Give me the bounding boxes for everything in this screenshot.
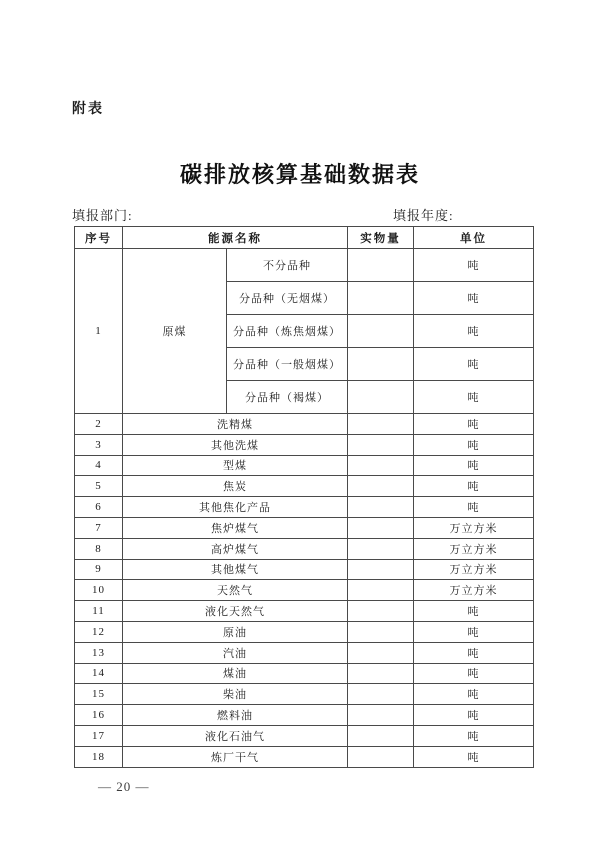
- quantity-cell: [348, 434, 414, 455]
- quantity-cell: [348, 538, 414, 559]
- energy-subtype-cell: 分品种（无烟煤）: [227, 282, 348, 315]
- quantity-cell: [348, 249, 414, 282]
- unit-cell: 吨: [414, 476, 534, 497]
- table-row: [75, 705, 534, 726]
- energy-name-cell: 煤油: [123, 663, 348, 684]
- quantity-cell: [348, 621, 414, 642]
- table-row: [75, 621, 534, 642]
- row-index-cell: 3: [75, 434, 123, 455]
- appendix-label: 附表: [72, 100, 104, 116]
- row-index-cell: 7: [75, 517, 123, 538]
- energy-name-cell: 柴油: [123, 684, 348, 705]
- table-row: [75, 642, 534, 663]
- row-index-cell: 14: [75, 663, 123, 684]
- carbon-emission-data-table: [74, 226, 534, 768]
- unit-cell: 吨: [414, 249, 534, 282]
- table-row: [75, 684, 534, 705]
- unit-cell: 吨: [414, 684, 534, 705]
- unit-cell: 吨: [414, 455, 534, 476]
- unit-cell: 吨: [414, 642, 534, 663]
- row-index-cell: 16: [75, 705, 123, 726]
- unit-cell: 吨: [414, 282, 534, 315]
- unit-cell: 吨: [414, 348, 534, 381]
- row-index-cell: 9: [75, 559, 123, 580]
- energy-name-cell: 天然气: [123, 580, 348, 601]
- table-row: [75, 601, 534, 622]
- quantity-cell: [348, 414, 414, 435]
- row-index-cell: 1: [75, 249, 123, 414]
- energy-name-cell: 其他焦化产品: [123, 497, 348, 518]
- energy-name-cell: 其他煤气: [123, 559, 348, 580]
- row-index-cell: 5: [75, 476, 123, 497]
- table-row: [75, 746, 534, 767]
- unit-cell: 吨: [414, 705, 534, 726]
- energy-name-cell: 液化天然气: [123, 601, 348, 622]
- unit-cell: 万立方米: [414, 517, 534, 538]
- energy-name-cell: 原油: [123, 621, 348, 642]
- table-row: [75, 249, 534, 282]
- unit-cell: 吨: [414, 725, 534, 746]
- row-index-cell: 13: [75, 642, 123, 663]
- header-energy-name: 能源名称: [123, 227, 348, 249]
- table-row: [75, 725, 534, 746]
- energy-group-cell: 原煤: [123, 249, 227, 414]
- table-header-row: [75, 227, 534, 249]
- quantity-cell: [348, 642, 414, 663]
- unit-cell: 吨: [414, 621, 534, 642]
- quantity-cell: [348, 497, 414, 518]
- page-title: 碳排放核算基础数据表: [179, 162, 420, 187]
- quantity-cell: [348, 282, 414, 315]
- unit-cell: 万立方米: [414, 538, 534, 559]
- row-index-cell: 12: [75, 621, 123, 642]
- energy-name-cell: 洗精煤: [123, 414, 348, 435]
- table-row: [75, 434, 534, 455]
- row-index-cell: 11: [75, 601, 123, 622]
- quantity-cell: [348, 559, 414, 580]
- page-number: — 20 —: [98, 779, 150, 794]
- table-row: [75, 455, 534, 476]
- unit-cell: 吨: [414, 434, 534, 455]
- reporting-year-label: 填报年度:: [393, 208, 454, 223]
- quantity-cell: [348, 684, 414, 705]
- row-index-cell: 4: [75, 455, 123, 476]
- energy-name-cell: 焦炉煤气: [123, 517, 348, 538]
- table-row: [75, 497, 534, 518]
- unit-cell: 吨: [414, 746, 534, 767]
- header-quantity: 实物量: [348, 227, 414, 249]
- quantity-cell: [348, 663, 414, 684]
- table-row: [75, 559, 534, 580]
- unit-cell: 万立方米: [414, 559, 534, 580]
- energy-name-cell: 燃料油: [123, 705, 348, 726]
- reporting-department-label: 填报部门:: [72, 208, 133, 223]
- quantity-cell: [348, 580, 414, 601]
- quantity-cell: [348, 381, 414, 414]
- unit-cell: 吨: [414, 601, 534, 622]
- energy-subtype-cell: 不分品种: [227, 249, 348, 282]
- energy-subtype-cell: 分品种（褐煤）: [227, 381, 348, 414]
- row-index-cell: 8: [75, 538, 123, 559]
- quantity-cell: [348, 455, 414, 476]
- table-row: [75, 580, 534, 601]
- unit-cell: 吨: [414, 315, 534, 348]
- row-index-cell: 15: [75, 684, 123, 705]
- quantity-cell: [348, 705, 414, 726]
- table-row: [75, 663, 534, 684]
- row-index-cell: 10: [75, 580, 123, 601]
- energy-name-cell: 焦炭: [123, 476, 348, 497]
- unit-cell: 吨: [414, 663, 534, 684]
- unit-cell: 吨: [414, 497, 534, 518]
- quantity-cell: [348, 517, 414, 538]
- energy-name-cell: 汽油: [123, 642, 348, 663]
- quantity-cell: [348, 601, 414, 622]
- row-index-cell: 18: [75, 746, 123, 767]
- unit-cell: 万立方米: [414, 580, 534, 601]
- table-row: [75, 476, 534, 497]
- quantity-cell: [348, 746, 414, 767]
- unit-cell: 吨: [414, 414, 534, 435]
- row-index-cell: 6: [75, 497, 123, 518]
- quantity-cell: [348, 315, 414, 348]
- energy-name-cell: 高炉煤气: [123, 538, 348, 559]
- energy-name-cell: 液化石油气: [123, 725, 348, 746]
- table-row: [75, 517, 534, 538]
- energy-name-cell: 炼厂干气: [123, 746, 348, 767]
- row-index-cell: 17: [75, 725, 123, 746]
- energy-subtype-cell: 分品种（炼焦烟煤）: [227, 315, 348, 348]
- quantity-cell: [348, 476, 414, 497]
- quantity-cell: [348, 348, 414, 381]
- energy-name-cell: 其他洗煤: [123, 434, 348, 455]
- energy-name-cell: 型煤: [123, 455, 348, 476]
- table-row: [75, 414, 534, 435]
- unit-cell: 吨: [414, 381, 534, 414]
- table-row: [75, 538, 534, 559]
- energy-subtype-cell: 分品种（一般烟煤）: [227, 348, 348, 381]
- header-unit: 单位: [414, 227, 534, 249]
- row-index-cell: 2: [75, 414, 123, 435]
- quantity-cell: [348, 725, 414, 746]
- header-index: 序号: [75, 227, 123, 249]
